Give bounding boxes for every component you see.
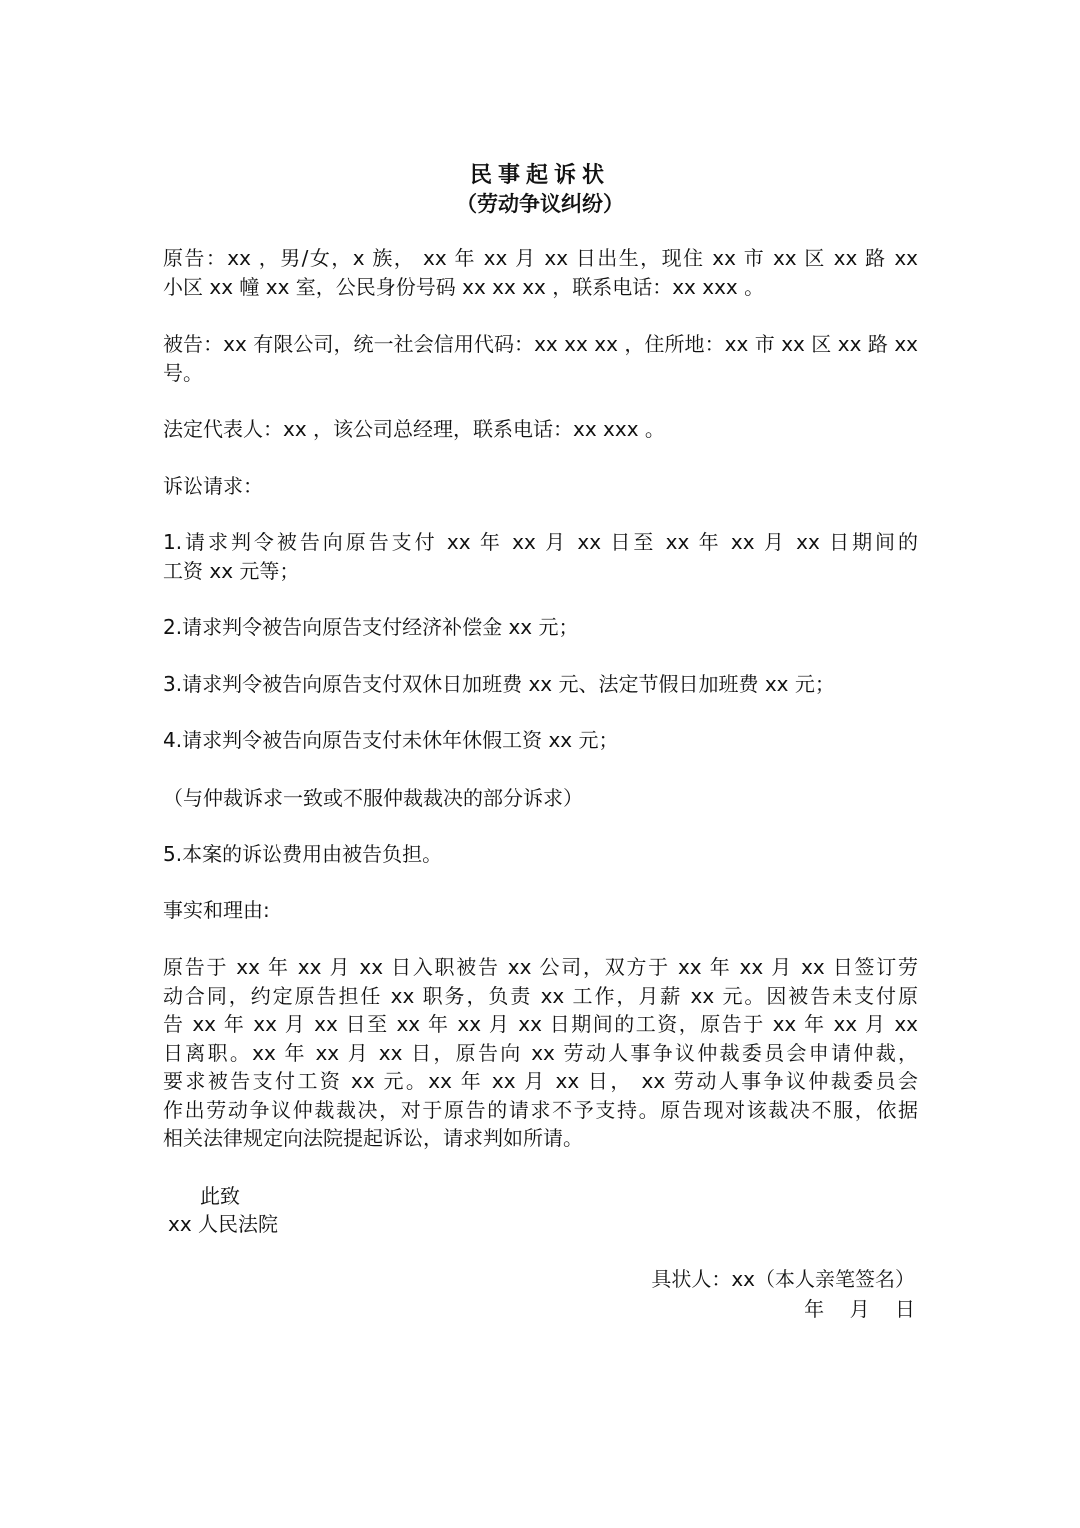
facts-line: 原告于 xx 年 xx 月 xx 日入职被告 xx 公司，双方于 xx 年 xx 月 xx 日签订劳 (163, 955, 918, 979)
claim-1 (163, 528, 918, 585)
facts-line: 动合同，约定原告担任 xx 职务，负责 xx 工作，月薪 xx 元。因被告未支付原 (163, 983, 918, 1008)
legal-representative (163, 415, 918, 444)
facts-paragraph (163, 953, 918, 1153)
claim-5-text: 5.本案的诉讼费用由被告负担。 (163, 842, 443, 866)
facts-line: 告 xx 年 xx 月 xx 日至 xx 年 xx 月 xx 日期间的工资，原告于 xx 年 xx 月 xx (163, 1012, 918, 1036)
document-subtitle: （劳动争议纠纷） (456, 192, 624, 216)
claims-note (163, 784, 918, 813)
claim-5 (163, 840, 918, 869)
claims-heading-text: 诉讼请求： (163, 474, 263, 498)
claim-2-text: 2.请求判令被告向原告支付经济补偿金 xx 元； (163, 615, 579, 639)
claim-1-line-1: 1.请求判令被告向原告支付 xx 年 xx 月 xx 日至 xx 年 xx 月 xx 日期间的 (163, 530, 918, 554)
facts-heading (163, 896, 918, 925)
date-line: 年 月 日 (804, 1297, 915, 1321)
plaintiff-paragraph (163, 244, 918, 301)
defendant-line-1: 被告：xx 有限公司，统一社会信用代码：xx xx xx ，住所地：xx 市 xx 区 xx 路 xx (163, 332, 918, 356)
closing-salutation: 此致 (200, 1184, 240, 1208)
document-title: 民事起诉状 (469, 163, 610, 188)
claim-4 (163, 726, 918, 755)
claim-3 (163, 670, 918, 699)
facts-line: 作出劳动争议仲裁裁决，对于原告的请求不予支持。原告现对该裁决不服，依据 (163, 1097, 918, 1122)
facts-line: 相关法律规定向法院提起诉讼，请求判如所请。 (163, 1126, 583, 1150)
facts-line: 要求被告支付工资 xx 元。xx 年 xx 月 xx 日， xx 劳动人事争议仲裁委员会 (163, 1069, 918, 1093)
facts-line: 日离职。xx 年 xx 月 xx 日，原告向 xx 劳动人事争议仲裁委员会申请仲裁， (163, 1040, 918, 1065)
legal-representative-text: 法定代表人：xx ，该公司总经理，联系电话：xx xxx 。 (163, 417, 665, 441)
plaintiff-line-1: 原告：xx ，男/女，x 族， xx 年 xx 月 xx 日出生，现住 xx 市 xx 区 xx 路 xx (163, 246, 918, 270)
recipient-court: xx 人民法院 (168, 1212, 279, 1236)
facts-heading-text: 事实和理由: (163, 898, 270, 922)
signer: 具状人：xx（本人亲笔签名） (651, 1267, 915, 1291)
claim-4-text: 4.请求判令被告向原告支付未休年休假工资 xx 元； (163, 728, 619, 752)
defendant-paragraph (163, 330, 918, 387)
claims-note-text: （与仲裁诉求一致或不服仲裁裁决的部分诉求） (163, 786, 583, 810)
defendant-line-2: 号。 (163, 360, 203, 385)
claim-3-text: 3.请求判令被告向原告支付双休日加班费 xx 元、法定节假日加班费 xx 元； (163, 672, 835, 696)
plaintiff-line-2: 小区 xx 幢 xx 室，公民身份号码 xx xx xx ，联系电话：xx xxx 。 (163, 274, 765, 299)
claims-heading (163, 472, 918, 501)
claim-2 (163, 613, 918, 642)
claim-1-line-2: 工资 xx 元等； (163, 558, 300, 583)
